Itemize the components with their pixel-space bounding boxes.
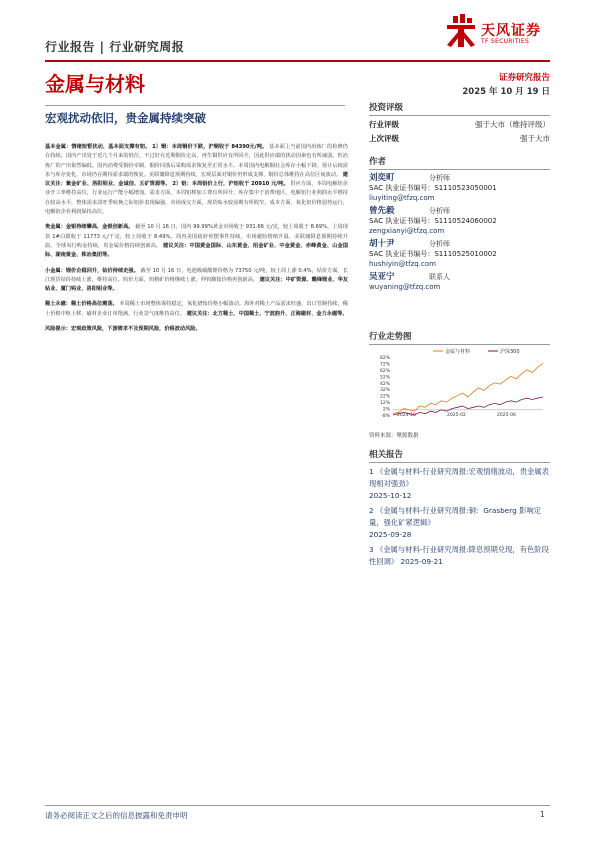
precious-text: 截至 10 月 16 日，国内 99.99%黄金市场收于 931.66 元/克，较上周收于 8.69%，上周现货 1#白银收于 11773 元/千克，较上周收于 8.49%。周内美国政府停摆事件持续，市场避险情绪升温，美联储降息预期持续升温，全球央行购金持续，贵金属价格持续创新高。: [45, 224, 348, 249]
logo-icon: [445, 14, 477, 48]
series-line-0: [393, 363, 543, 413]
related-item[interactable]: [369, 505, 550, 541]
author-role: 联系人: [429, 273, 450, 281]
author-email[interactable]: zengxianyi@tfzq.com: [369, 227, 445, 235]
rare-earth-text: 本周稀土市场整体保持稳定，氧化镨钕价格小幅波动。海外对稀土产品需求旺盛，出口管制持续，稀土价格中枢上移，磁材企业订单饱满，行业景气度维持高位。: [45, 301, 348, 317]
header-divider: [45, 60, 550, 62]
related-title[interactable]: 3 《金属与材料-行业研究周报:降息预期兑现，有色阶段性回调》: [369, 545, 549, 566]
author-email[interactable]: hushiyin@tfzq.com: [369, 260, 436, 268]
author-card: [369, 173, 550, 203]
related-date: 2025-10-12: [369, 491, 412, 500]
y-tick-label: -8%: [381, 414, 390, 419]
authors-heading: 作者: [369, 155, 550, 170]
trend-chart: [369, 345, 550, 425]
risk-text: 风险提示：宏观政策风险，下游需求不及预期风险，价格波动风险。: [45, 326, 201, 333]
logo-subtext: TF SECURITIES: [481, 38, 530, 45]
y-tick-label: 72%: [379, 362, 390, 368]
main-body: [45, 143, 348, 340]
report-subtitle: 宏观扰动依旧，贵金属持续突破: [45, 111, 206, 125]
y-tick-label: 2%: [382, 407, 390, 413]
y-tick-label: 42%: [379, 381, 390, 387]
author-cert: SAC 执业证书编号：S1110525010002: [369, 250, 497, 258]
related-item[interactable]: [369, 466, 550, 502]
related-item[interactable]: [369, 544, 550, 568]
author-email[interactable]: wuyaning@tfzq.com: [369, 283, 441, 291]
author-role: 分析师: [429, 207, 450, 215]
trend-section: [369, 330, 550, 439]
lead-base-metals: 基本金属：情绪短暂扰动，基本面支撑有韧。: [45, 144, 151, 150]
y-tick-label: 32%: [379, 388, 390, 394]
page-number: 1: [540, 810, 545, 819]
lead-minor-metals: 小金属：锂价企稳回升，钴价持续走强。: [45, 267, 139, 274]
author-cert: SAC 执业证书编号：S1110523050001: [369, 184, 497, 192]
copper-summary: 1）铜：本周铜价下跌，沪铜收于 84390元/吨。: [152, 144, 268, 150]
y-tick-label: 12%: [379, 401, 390, 407]
legend-label: 金属与材料: [445, 349, 471, 355]
copper-recommend: 建议关注：紫金矿业、洛阳钼业、金诚信、五矿资源等。: [45, 171, 348, 188]
report-type: 证券研究报告: [498, 73, 550, 83]
previous-rating-label: 上次评级: [369, 134, 399, 143]
author-email[interactable]: liuyiting@tfzq.com: [369, 194, 435, 202]
industry-rating-label: 行业评级: [369, 120, 399, 129]
industry-rating-row: [369, 119, 550, 130]
rating-heading: 投资评级: [369, 101, 550, 116]
related-heading: 相关报告: [369, 448, 550, 463]
author-card: [369, 206, 550, 236]
industry-rating-value: 强于大市（维持评级）: [475, 120, 550, 129]
previous-rating-value: 强于大市: [520, 134, 550, 143]
y-tick-label: 82%: [379, 356, 390, 361]
y-tick-label: 52%: [379, 375, 390, 381]
minor-text: 截至 10 月 16 日，电池级碳酸锂价格为 73750 元/吨，较上周上涨 0.4%，钴价方面，长江现货钴价持续上涨，维持高位。钨价方面，钨精矿价格继续上涨，仲钨酸铵价格再创新高。: [45, 267, 348, 283]
legend-label: 沪深300: [500, 349, 520, 355]
author-name: 刘奕町: [369, 173, 395, 183]
footer-disclaimer[interactable]: 请务必阅读正文之后的信息披露和免责申明: [45, 811, 188, 820]
page-title: 金属与材料: [45, 72, 145, 96]
paragraph-precious-metals: [45, 223, 348, 260]
related-date: 2025-09-28: [369, 530, 412, 539]
author-cert: SAC 执业证书编号：S1110524060002: [369, 217, 497, 225]
author-role: 分析师: [429, 174, 450, 182]
chart-source: 资料来源：聚源数据: [369, 433, 419, 439]
author-role: 分析师: [429, 240, 450, 248]
author-card: [369, 239, 550, 269]
aluminum-text: 供应方面，本周电解铝企业开工率维持高位，行业运行产能小幅增加。需求方面，本周铝棒加工费有所回升，库存集中于消费地区。电解铝行业利润水平维持在较高水平，整体需求淡旺季转换之际铝价表现偏强。市场成交方面，现货贴水较前期有所收窄，成本方面，氧化铝价格弱势运行，电解铝企业利润保持高位。: [45, 181, 348, 216]
x-tick-label: 2025-02: [447, 412, 466, 418]
footer-divider: [45, 805, 550, 806]
paragraph-rare-earth: [45, 300, 348, 319]
author-name: 吴亚宁: [369, 272, 395, 282]
rating-section: [369, 101, 550, 144]
aluminum-summary: 2）铝：本周铝价上行，沪铝收于 20910 元/吨。: [172, 181, 289, 188]
x-tick-label: 2025-06: [497, 412, 516, 418]
breadcrumb: 行业报告 | 行业研究周报: [45, 40, 185, 54]
lead-rare-earth: 稀土永磁：稀土价格高位震荡。: [45, 301, 118, 308]
author-name: 胡十尹: [369, 239, 395, 249]
author-name: 曾先毅: [369, 206, 395, 216]
previous-rating-row: [369, 133, 550, 144]
paragraph-minor-metals: [45, 267, 348, 295]
authors-section: [369, 155, 550, 292]
y-tick-label: 62%: [379, 368, 390, 374]
rare-earth-recommend: 建议关注：北方稀土、中国稀土、宁波韵升、正海磁材、金力永磁等。: [186, 310, 348, 317]
related-title[interactable]: 1 《金属与材料-行业研究周报:宏观情绪波动，贵金属表现相对强劲》: [369, 467, 549, 488]
logo-text: 天风证券: [481, 23, 541, 39]
risk-note: [45, 325, 348, 334]
minor-recommend: 建议关注：中矿资源、赣锋锂业、华友钴业、厦门钨业、洛阳钼业等。: [45, 276, 348, 293]
lead-precious-metals: 贵金属：金银持续攀高，金银创新高。: [45, 224, 134, 231]
related-date: 2025-09-21: [400, 557, 443, 566]
x-tick-label: 2024-10: [397, 412, 416, 418]
author-card: [369, 272, 550, 292]
related-title[interactable]: 2 《金属与材料-行业研究周报:铜：Grasberg 影响定量，强化矿紧逻辑》: [369, 506, 541, 527]
report-date: 2025 年 10 月 19 日: [462, 87, 550, 97]
subtitle-divider: [45, 105, 345, 106]
paragraph-base-metals: [45, 143, 348, 217]
related-section: [369, 448, 550, 568]
precious-recommend: 建议关注：中国黄金国际、山东黄金、招金矿业、中金黄金、赤峰黄金、山金国际、湖南黄金、株冶集团等。: [45, 242, 348, 259]
copper-text: 基本面上当前国内冶炼厂的检修仍在持续，国内产出处于近几个月来的低位，不过好在近期铜价走高，再生铜供应有所回升，因此供应端的扰动因素也有所减弱。但冶炼厂的产出依然偏低，国内消费受铜价牵制，铜价回落后采购需求恢复至正常水平。本周国内电解铜社会库存小幅下降。预计后续需求与库存变化，市场仍在期待需求端的恢复。美联储降息预期持续，宏观层面对铜价仍形成支撑，铜价总体维持在高位区间波动。: [45, 144, 348, 178]
trend-heading: 行业走势图: [369, 330, 550, 345]
y-tick-label: 22%: [379, 394, 390, 400]
